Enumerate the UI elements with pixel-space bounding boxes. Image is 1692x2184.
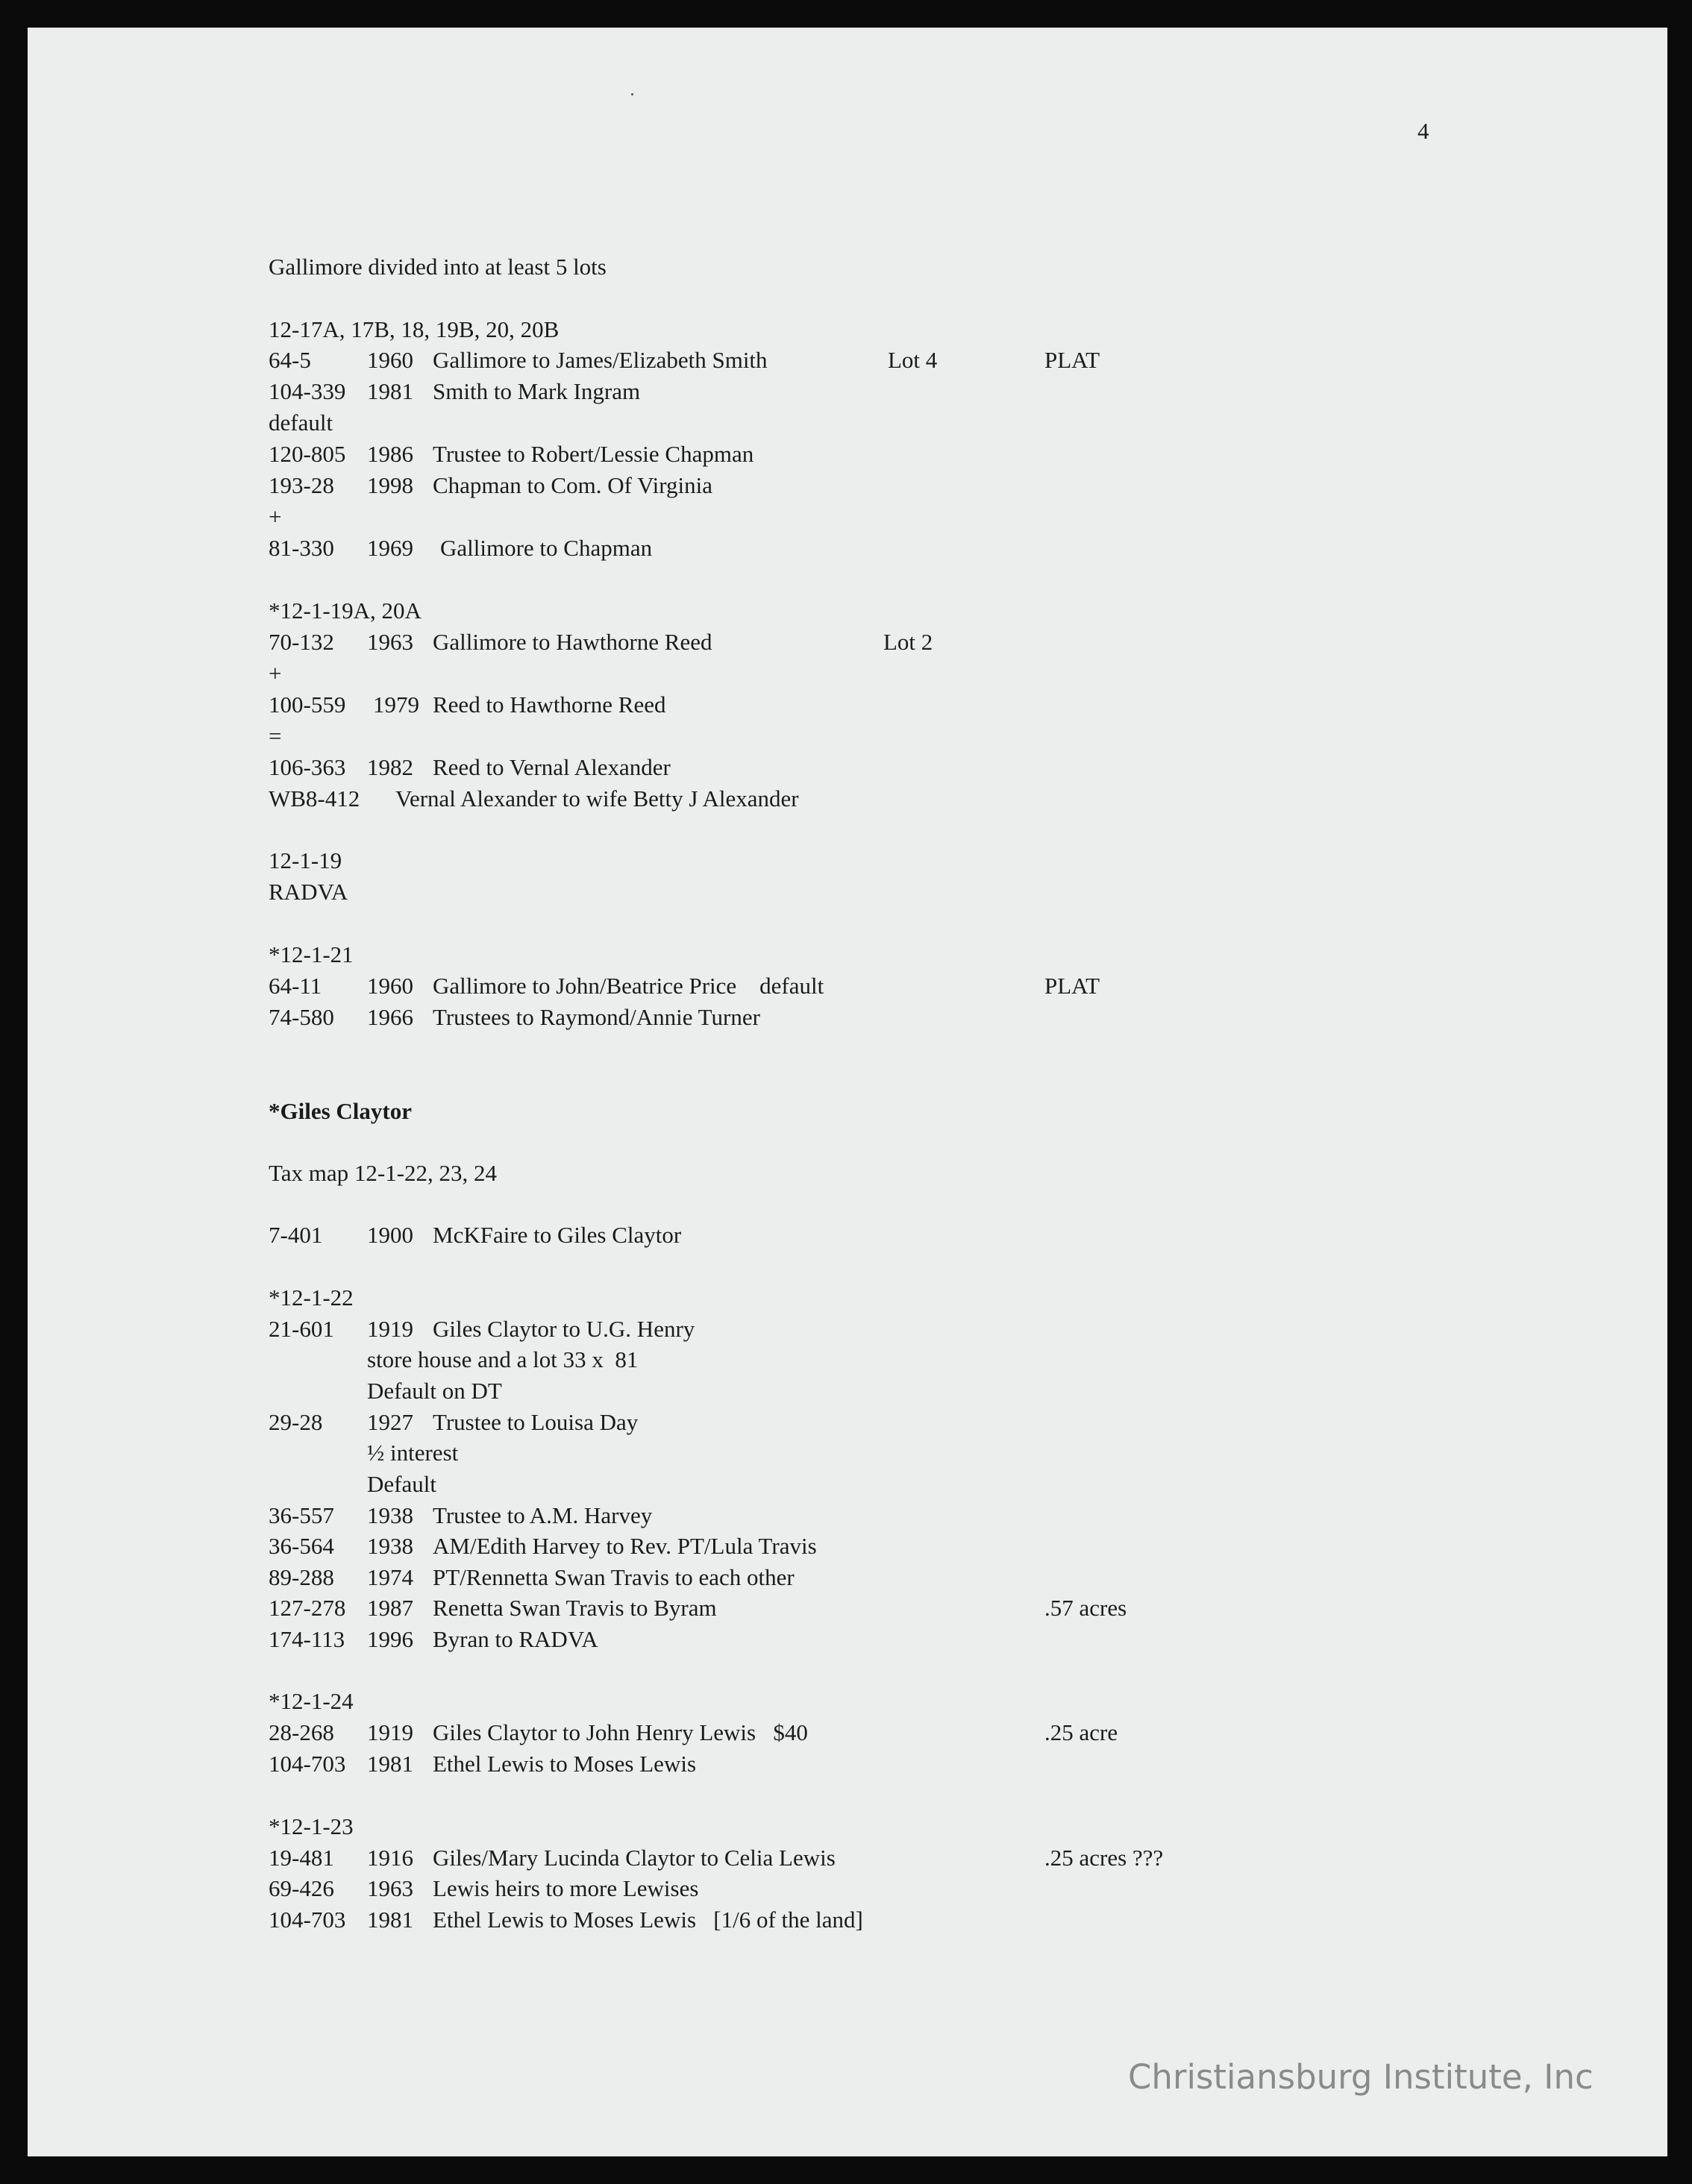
- deed-description: Trustee to Robert/Lessie Chapman: [433, 441, 754, 467]
- owner-text: RADVA: [269, 879, 348, 905]
- parcel-text: *12-1-23: [269, 1813, 354, 1839]
- deed-book: 104-703: [269, 1751, 346, 1777]
- deed-note-line: [269, 1469, 1388, 1499]
- deed-description: Renetta Swan Travis to Byram: [433, 1595, 717, 1621]
- status-line: [269, 408, 1388, 438]
- deed-description: Giles Claytor to U.G. Henry: [433, 1316, 695, 1342]
- deed-year: 1938: [367, 1533, 413, 1559]
- deed-row: [269, 1625, 1388, 1654]
- connector-line: [269, 659, 1388, 688]
- parcel-heading: [269, 315, 1388, 345]
- deed-year: 1966: [367, 1004, 413, 1030]
- deed-note-text: store house and a lot 33 x 81: [367, 1346, 639, 1372]
- deed-description: Gallimore to Hawthorne Reed: [433, 629, 712, 655]
- deed-book: WB8-412: [269, 785, 360, 812]
- deed-row: [269, 1874, 1388, 1904]
- parcel-text: *12-1-22: [269, 1284, 354, 1311]
- deed-description: McKFaire to Giles Claytor: [433, 1222, 682, 1248]
- connector-symbol: +: [269, 503, 282, 530]
- deed-year: 1938: [367, 1502, 413, 1528]
- parcel-heading: [269, 1283, 1388, 1313]
- deed-year: 1919: [367, 1719, 413, 1745]
- deed-row: [269, 1749, 1388, 1779]
- gallimore-heading: [269, 252, 1388, 282]
- deed-book: 193-28: [269, 472, 334, 498]
- owner-line: [269, 877, 1388, 907]
- deed-row: [269, 1314, 1388, 1344]
- deed-book: 106-363: [269, 754, 346, 780]
- deed-description: Gallimore to James/Elizabeth Smith: [433, 347, 768, 373]
- deed-book: 104-703: [269, 1907, 346, 1933]
- deed-row: [269, 627, 1388, 657]
- deed-year: 1987: [367, 1595, 413, 1621]
- deed-book: 36-564: [269, 1533, 334, 1559]
- parcel-heading: [269, 940, 1388, 970]
- deed-row: [269, 1408, 1388, 1437]
- deed-book: 64-11: [269, 973, 322, 999]
- deed-year: 1963: [367, 629, 413, 655]
- deed-note-line: [269, 1345, 1388, 1375]
- parcel-heading: [269, 596, 1388, 626]
- deed-year: 1963: [367, 1875, 413, 1901]
- deed-book: 64-5: [269, 347, 311, 373]
- deed-year: 1900: [367, 1222, 413, 1248]
- deed-row: [269, 971, 1388, 1001]
- deed-note: PLAT: [1044, 347, 1100, 373]
- deed-book: 21-601: [269, 1316, 334, 1342]
- deed-year: 1998: [367, 472, 413, 498]
- deed-row: [269, 533, 1388, 563]
- deed-book: 174-113: [269, 1626, 345, 1652]
- deed-lot: Lot 2: [883, 629, 933, 655]
- deed-book: 104-339: [269, 378, 346, 404]
- deed-note-line: [269, 1438, 1388, 1468]
- deed-book: 7-401: [269, 1222, 323, 1248]
- deed-description: Trustees to Raymond/Annie Turner: [433, 1004, 760, 1030]
- deed-year: 1986: [367, 441, 413, 467]
- deed-row: [269, 690, 1388, 720]
- deed-book: 36-557: [269, 1502, 334, 1528]
- status-text: default: [269, 410, 333, 436]
- deed-note-text: ½ interest: [367, 1440, 459, 1466]
- deed-row: [269, 1501, 1388, 1531]
- deed-description: Smith to Mark Ingram: [433, 378, 641, 404]
- deed-book: 29-28: [269, 1409, 323, 1435]
- deed-note: .25 acres ???: [1044, 1845, 1164, 1871]
- watermark-text: Christiansburg Institute, Inc: [1128, 2057, 1594, 2097]
- deed-description: Lewis heirs to more Lewises: [433, 1875, 699, 1901]
- connector-line: [269, 721, 1388, 751]
- deed-description: Gallimore to Chapman: [440, 535, 653, 561]
- deed-book: 100-559: [269, 691, 346, 718]
- deed-book: 69-426: [269, 1875, 334, 1901]
- page-number: 4: [1417, 118, 1429, 144]
- deed-description: Reed to Hawthorne Reed: [433, 691, 666, 718]
- deed-row: [269, 1220, 1388, 1250]
- document-body: [269, 0, 1611, 2184]
- section-heading-text: *Giles Claytor: [269, 1098, 412, 1124]
- deed-description: Ethel Lewis to Moses Lewis: [433, 1751, 697, 1777]
- deed-note-text: Default: [367, 1471, 436, 1497]
- deed-row: [269, 1905, 1388, 1935]
- parcel-text: *12-1-19A, 20A: [269, 597, 422, 624]
- deed-row: [269, 784, 1388, 814]
- deed-year: 1916: [367, 1845, 413, 1871]
- deed-description: Trustee to A.M. Harvey: [433, 1502, 653, 1528]
- deed-description: PT/Rennetta Swan Travis to each other: [433, 1564, 795, 1590]
- deed-row: [269, 753, 1388, 782]
- deed-book: 81-330: [269, 535, 334, 561]
- deed-description: Giles/Mary Lucinda Claytor to Celia Lewis: [433, 1845, 836, 1871]
- deed-description: Chapman to Com. Of Virginia: [433, 472, 712, 498]
- deed-year: 1919: [367, 1316, 413, 1342]
- deed-book: 19-481: [269, 1845, 334, 1871]
- deed-book: 89-288: [269, 1564, 334, 1590]
- deed-year: 1960: [367, 973, 413, 999]
- deed-year: 1996: [367, 1626, 413, 1652]
- deed-year: 1981: [367, 1907, 413, 1933]
- deed-book: 127-278: [269, 1595, 346, 1621]
- deed-description: AM/Edith Harvey to Rev. PT/Lula Travis: [433, 1533, 817, 1559]
- connector-symbol: +: [269, 660, 282, 686]
- deed-book: 28-268: [269, 1719, 334, 1745]
- deed-note: PLAT: [1044, 973, 1100, 999]
- deed-year: 1974: [367, 1564, 413, 1590]
- deed-year: 1969: [367, 535, 413, 561]
- parcel-text: *12-1-24: [269, 1688, 354, 1714]
- deed-row: [269, 1718, 1388, 1748]
- deed-row: [269, 1563, 1388, 1592]
- deed-row: [269, 439, 1388, 469]
- deed-row: [269, 377, 1388, 407]
- deed-year: 1927: [367, 1409, 413, 1435]
- deed-year: 1981: [367, 378, 413, 404]
- parcel-text: 12-1-19: [269, 847, 342, 873]
- deed-description: Reed to Vernal Alexander: [433, 754, 671, 780]
- parcel-text: 12-17A, 17B, 18, 19B, 20, 20B: [269, 316, 560, 342]
- deed-description: Gallimore to John/Beatrice Price default: [433, 973, 824, 999]
- parcel-text: *12-1-21: [269, 941, 354, 967]
- deed-year: 1960: [367, 347, 413, 373]
- section-heading: [269, 1096, 1388, 1126]
- deed-description: Giles Claytor to John Henry Lewis $40: [433, 1719, 808, 1745]
- deed-year: 1982: [367, 754, 413, 780]
- parcel-heading: [269, 1686, 1388, 1716]
- deed-description: Ethel Lewis to Moses Lewis [1/6 of the land]: [433, 1907, 863, 1933]
- deed-row: [269, 471, 1388, 501]
- tax-map-line: [269, 1158, 1388, 1188]
- deed-description: Trustee to Louisa Day: [433, 1409, 639, 1435]
- parcel-heading: [269, 846, 1388, 876]
- deed-book: 70-132: [269, 629, 334, 655]
- deed-description: Byran to RADVA: [433, 1626, 598, 1652]
- deed-year: 1981: [367, 1751, 413, 1777]
- heading-text: Gallimore divided into at least 5 lots: [269, 254, 607, 280]
- deed-note: .25 acre: [1044, 1719, 1118, 1745]
- deed-row: [269, 345, 1388, 375]
- deed-description: Vernal Alexander to wife Betty J Alexander: [395, 785, 799, 812]
- deed-book: 74-580: [269, 1004, 334, 1030]
- connector-line: [269, 502, 1388, 532]
- deed-note: .57 acres: [1044, 1595, 1127, 1621]
- deed-year: 1979: [373, 691, 419, 718]
- deed-row: [269, 1843, 1388, 1873]
- connector-symbol: =: [269, 723, 282, 749]
- deed-note-text: Default on DT: [367, 1378, 502, 1404]
- tax-map-text: Tax map 12-1-22, 23, 24: [269, 1160, 498, 1186]
- deed-row: [269, 1002, 1388, 1032]
- deed-book: 120-805: [269, 441, 346, 467]
- deed-row: [269, 1593, 1388, 1623]
- deed-note-line: [269, 1376, 1388, 1406]
- deed-lot: Lot 4: [888, 347, 938, 373]
- deed-row: [269, 1531, 1388, 1561]
- parcel-heading: [269, 1812, 1388, 1842]
